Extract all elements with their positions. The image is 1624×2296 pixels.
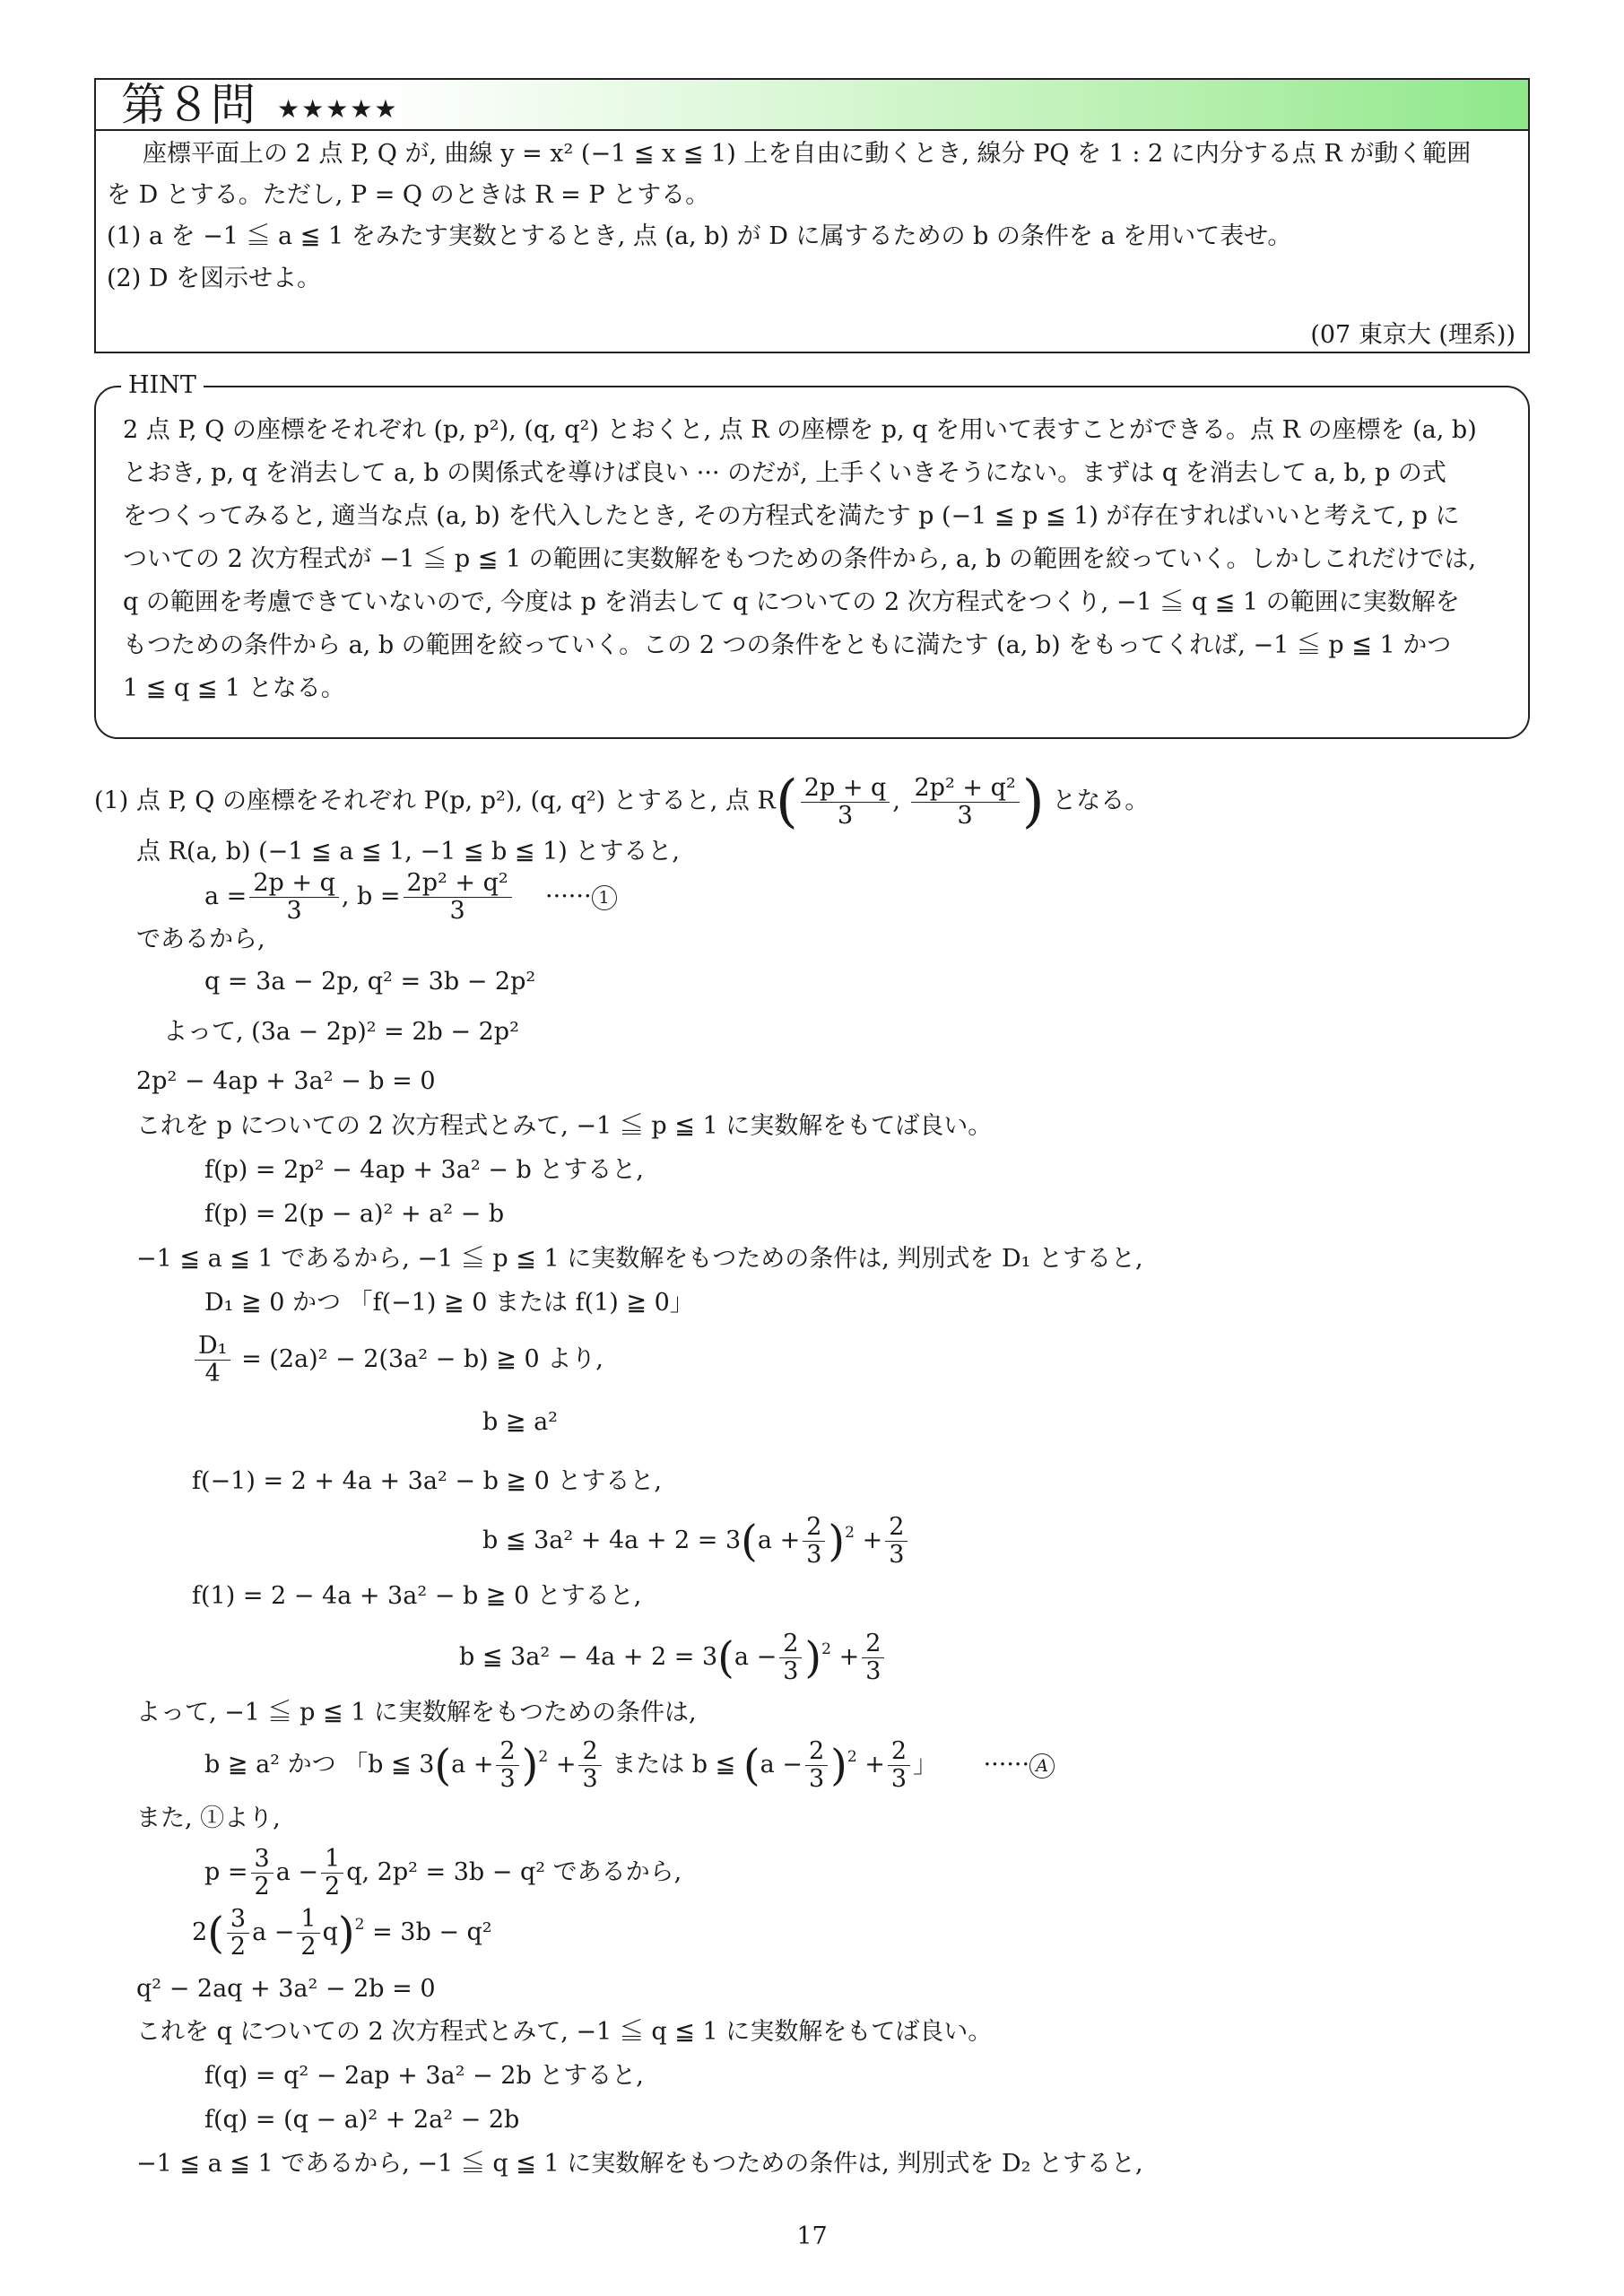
solution-line: よって, (3a − 2p)² = 2b − 2p² (163, 1018, 519, 1046)
solution-line: f(q) = q² − 2ap + 3a² − 2b とすると, (204, 2062, 644, 2090)
solution-line: −1 ≦ a ≦ 1 であるから, −1 ≦ p ≦ 1 に実数解をもつための条件は, 判別式を D₁ とすると, (136, 1245, 1143, 1273)
hint-line: をつくってみると, 適当な点 (a, b) を代入したとき, その方程式を満たす p (−1 ≦ p ≦ 1) が存在すればいいと考えて, p に (123, 502, 1460, 530)
problem-line: (2) D を図示せよ。 (107, 265, 322, 292)
solution-line: q² − 2aq + 3a² − 2b = 0 (136, 1975, 436, 2003)
solution-line: (1) 点 P, Q の座標をそれぞれ P(p, p²), (q, q²) とすると, 点 R( $\frac{2p + q}{3}$ , $\frac{\text{2p² + q²}}{3}$ ) となる。 (94, 769, 1150, 835)
problem-source: (07 東京大 (理系)) (1310, 321, 1515, 349)
hint-line: もつための条件から a, b の範囲を絞っていく。この 2 つの条件をともに満たす (a, b) をもってくれば, −1 ≦ p ≦ 1 かつ (123, 631, 1452, 659)
solution-line: D₁ ≧ 0 かつ 「f(−1) ≧ 0 または f(1) ≧ 0」 (204, 1289, 694, 1317)
solution-line: f(p) = 2(p − a)² + a² − b (204, 1200, 505, 1228)
hint-label: HINT (121, 370, 204, 402)
difficulty-stars: ★★★★★ (277, 94, 399, 124)
solution-line: よって, −1 ≦ p ≦ 1 に実数解をもつための条件は, (136, 1699, 697, 1726)
solution-line: q = 3a − 2p, q² = 3b − 2p² (204, 968, 536, 996)
solution-line: a = $\frac{2p + q}{3}$ , b = $\frac{\text{2p² + q²}}{3}$ ······ 1 (204, 870, 617, 925)
solution-line: −1 ≦ a ≦ 1 であるから, −1 ≦ q ≦ 1 に実数解をもつための条件は, 判別式を D₂ とすると, (136, 2150, 1143, 2178)
solution-line: b ≦ 3a² + 4a + 2 = 3(a + $\frac{2}{3}$ )$^2$ + $\frac{2}{3}$ (482, 1514, 910, 1569)
problem-line: (1) a を −1 ≦ a ≦ 1 をみたす実数とするとき, 点 (a, b) が D に属するための b の条件を a を用いて表せ。 (107, 222, 1292, 250)
solution-line: 2( $\frac{3}{2}$ a − $\frac{1}{2}$ q)$^2$ = 3b − q² (192, 1905, 492, 1961)
hint-line: とおき, p, q を消去して a, b の関係式を導けば良い ··· のだが, 上手くいきそうにない。まずは q を消去して a, b, p の式 (123, 459, 1446, 487)
solution-line: b ≧ a² かつ 「b ≦ 3(a + $\frac{2}{3}$ )$^2$ + $\frac{2}{3}$ または b ≦ (a − $\frac{2}{3}$ )$^2$ + $\frac{2}{3}$ 」 ······ A (204, 1738, 1055, 1793)
hint-line: 1 ≦ q ≦ 1 となる。 (123, 674, 345, 702)
solution-line: $\frac{\text{D₁}}{4}$ = (2a)² − 2(3a² − b) ≧ 0 より, (192, 1333, 604, 1387)
solution-line: 2p² − 4ap + 3a² − b = 0 (136, 1067, 436, 1095)
problem-line: を D とする。ただし, P = Q のときは R = P とする。 (107, 181, 710, 209)
problem-box (94, 78, 1530, 353)
solution-line: f(q) = (q − a)² + 2a² − 2b (204, 2106, 520, 2134)
circled-number: 1 (592, 885, 617, 910)
solution-line: f(1) = 2 − 4a + 3a² − b ≧ 0 とすると, (192, 1582, 642, 1610)
solution-line: p = $\frac{3}{2}$ a − $\frac{1}{2}$ q, 2p² = 3b − q² であるから, (204, 1845, 682, 1900)
hint-line: ついての 2 次方程式が −1 ≦ p ≦ 1 の範囲に実数解をもつための条件から, a, b の範囲を絞っていく。しかしこれだけでは, (123, 545, 1477, 573)
problem-line: 座標平面上の 2 点 P, Q が, 曲線 y = x² (−1 ≦ x ≦ 1) 上を自由に動くとき, 線分 PQ を 1 : 2 に内分する点 R が動く範囲 (143, 140, 1472, 168)
solution-line: b ≦ 3a² − 4a + 2 = 3(a − $\frac{2}{3}$ )$^2$ + $\frac{2}{3}$ (459, 1631, 887, 1685)
solution-line: b ≧ a² (482, 1408, 558, 1436)
solution-line: また, ①より, (136, 1805, 281, 1832)
solution-line: 点 R(a, b) (−1 ≦ a ≦ 1, −1 ≦ b ≦ 1) とすると, (136, 838, 680, 865)
hint-line: q の範囲を考慮できていないので, 今度は p を消去して q についての 2 次方程式をつくり, −1 ≦ q ≦ 1 の範囲に実数解を (123, 588, 1460, 616)
solution-line: これを p についての 2 次方程式とみて, −1 ≦ p ≦ 1 に実数解をもてば良い。 (136, 1112, 993, 1140)
problem-header (96, 80, 1528, 131)
hint-box (94, 371, 1530, 739)
hint-line: 2 点 P, Q の座標をそれぞれ (p, p²), (q, q²) とおくと, 点 R の座標を p, q を用いて表すことができる。点 R の座標を (a, b) (123, 416, 1477, 444)
circled-letter: A (1029, 1753, 1055, 1779)
solution-line: これを q についての 2 次方程式とみて, −1 ≦ q ≦ 1 に実数解をもてば良い。 (136, 2018, 993, 2046)
problem-title: 第８問 (121, 79, 256, 131)
solution-line: f(−1) = 2 + 4a + 3a² − b ≧ 0 とすると, (192, 1467, 662, 1495)
solution-line: f(p) = 2p² − 4ap + 3a² − b とすると, (204, 1156, 644, 1184)
solution-line: であるから, (136, 926, 265, 953)
page-number: 17 (796, 2222, 828, 2250)
